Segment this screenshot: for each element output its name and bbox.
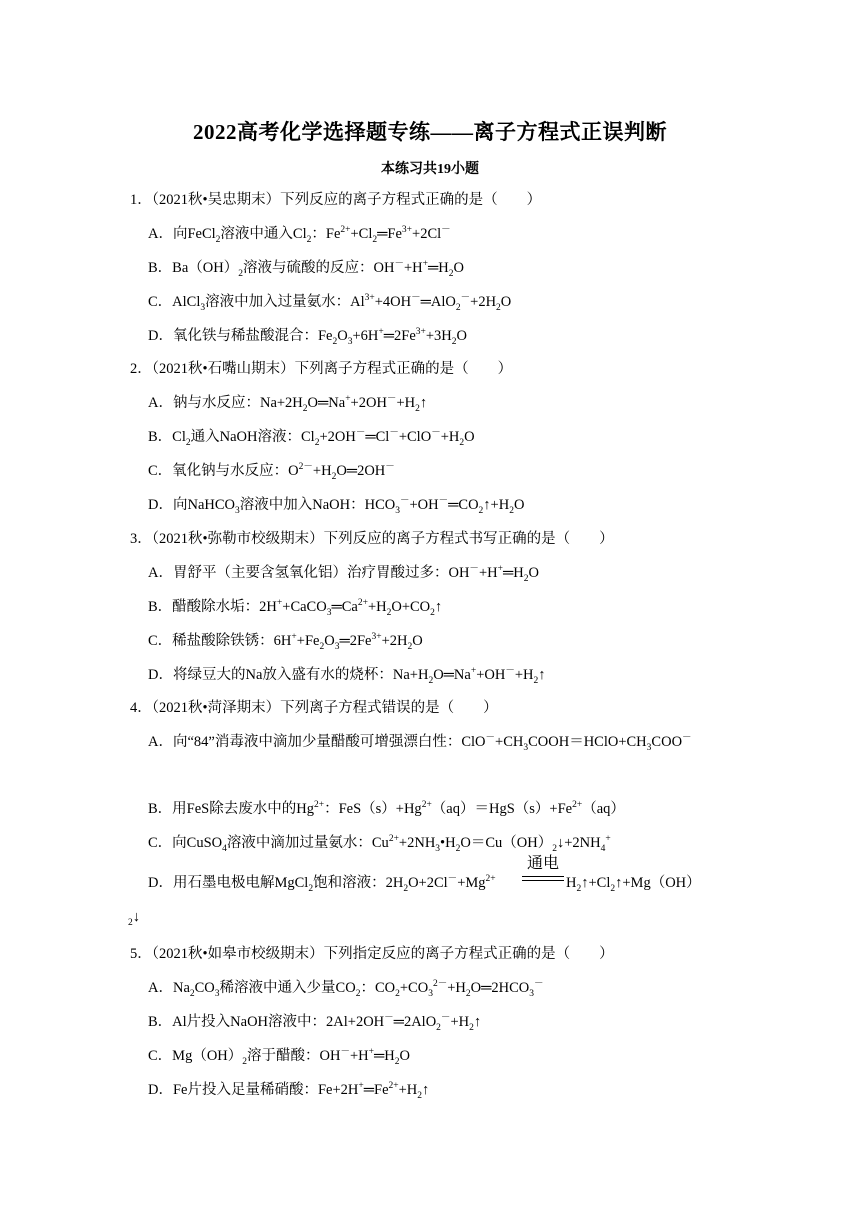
- question-3-option-b: B．醋酸除水垢：$2H^++CaCO_3═Ca^{2+}+H_2O+CO_2↑$: [148, 598, 443, 618]
- question-1-option-a: A．向FeCl$_2$溶液中通入$Cl_2$：$Fe^{2+}+Cl_2═Fe^{3+}+2Cl^-$: [148, 225, 451, 245]
- question-4-stem: 4．（2021秋•菏泽期末）下列离子方程式错误的是（ ）: [130, 700, 498, 716]
- question-3-option-c: C．稀盐酸除铁锈：$6H^++Fe_2O_3═2Fe^{3+}+2H_2O$: [148, 632, 423, 652]
- question-4-option-b: B．用FeS除去废水中的$Hg^{2+}$：$FeS(s)+Hg^{2+}(aq)=HgS(s)+Fe^{2+}(aq)$: [148, 800, 625, 817]
- equation-bar-top: [522, 876, 564, 877]
- question-5-option-d: D．Fe片投入足量稀硝酸：$Fe+2H^+═Fe^{2+}+H_2↑$: [148, 1081, 430, 1101]
- question-4-option-a: A．向“84”消毒液中滴加少量醋酸可增强漂白性：$ClO^-+CH_3COOH=HClO+CH_3COO^-$: [148, 733, 692, 753]
- document-subtitle: 本练习共19小题: [381, 162, 479, 177]
- question-5-option-c: C．$Mg(OH)_2$溶于醋酸：$OH^-+H^+═H_2O$: [148, 1047, 410, 1067]
- equation-bar-bottom: [522, 880, 564, 881]
- question-4-option-d-products: $H_2↑+Cl_2↑+Mg(OH)$: [566, 875, 701, 894]
- question-1-option-c: C．AlCl$_3$溶液中加入过量氨水：$Al^{3+}+4OH^-═AlO_2^-+2H_2O$: [148, 293, 512, 313]
- question-3-option-a: A．胃舒平（主要含氢氧化铝）治疗胃酸过多：$OH^-+H^+═H_2O$: [148, 564, 539, 584]
- question-4-option-d-tail: $_2$↓: [128, 909, 140, 928]
- question-2-option-a: A．钠与水反应：$Na+2H_2O═Na^++2OH^-+H_2↑$: [148, 394, 428, 414]
- question-5-option-b: B．Al片投入NaOH溶液中：$2Al+2OH^-═2AlO_2^-+H_2↑$: [148, 1013, 482, 1033]
- question-5-option-a: A．$Na_2CO_3$稀溶液中通入少量$CO_2$：$CO_2+CO_3^{2-}+H_2O═2HCO_3^-$: [148, 979, 544, 999]
- question-1-option-b: B．$Ba(OH)_2$溶液与硫酸的反应：$OH^-+H^+═H_2O$: [148, 259, 464, 279]
- electrolysis-condition: 通电: [527, 853, 560, 872]
- question-3-stem: 3．（2021秋•弥勒市校级期末）下列反应的离子方程式书写正确的是（ ）: [130, 531, 614, 547]
- document-title: 2022高考化学选择题专练——离子方程式正误判断: [193, 120, 667, 144]
- question-1-stem: 1．（2021秋•吴忠期末）下列反应的离子方程式正确的是（ ）: [130, 192, 542, 208]
- question-2-option-b: B．$Cl_2$通入NaOH溶液：$Cl_2+2OH^-═Cl^-+ClO^-+H_2O$: [148, 428, 475, 448]
- question-2-option-d: D．向NaHCO$_3$溶液中加入NaOH：$HCO_3^-+OH^-═CO_2↑+H_2O$: [148, 496, 525, 516]
- question-1-option-d: D．氧化铁与稀盐酸混合：$Fe_2O_3+6H^+═2Fe^{3+}+3H_2O$: [148, 327, 468, 347]
- question-2-stem: 2．（2021秋•石嘴山期末）下列离子方程式正确的是（ ）: [130, 361, 513, 377]
- question-5-stem: 5．（2021秋•如皋市校级期末）下列指定反应的离子方程式正确的是（ ）: [130, 946, 614, 962]
- question-2-option-c: C．氧化钠与水反应：$O^{2-}+H_2O═2OH^-$: [148, 462, 395, 482]
- question-3-option-d: D．将绿豆大的Na放入盛有水的烧杯：$Na+H_2O═Na^++OH^-+H_2↑$: [148, 666, 546, 686]
- question-4-option-c: C．向CuSO$_4$溶液中滴加过量氨水：$Cu^{2+}+2NH_3•H_2O=Cu(OH)_2↓+2NH_4^+$: [148, 834, 611, 854]
- question-4-option-d: D．用石墨电极电解MgCl$_2$饱和溶液：$2H_2O+2Cl^-+Mg^{2+}$: [148, 874, 496, 894]
